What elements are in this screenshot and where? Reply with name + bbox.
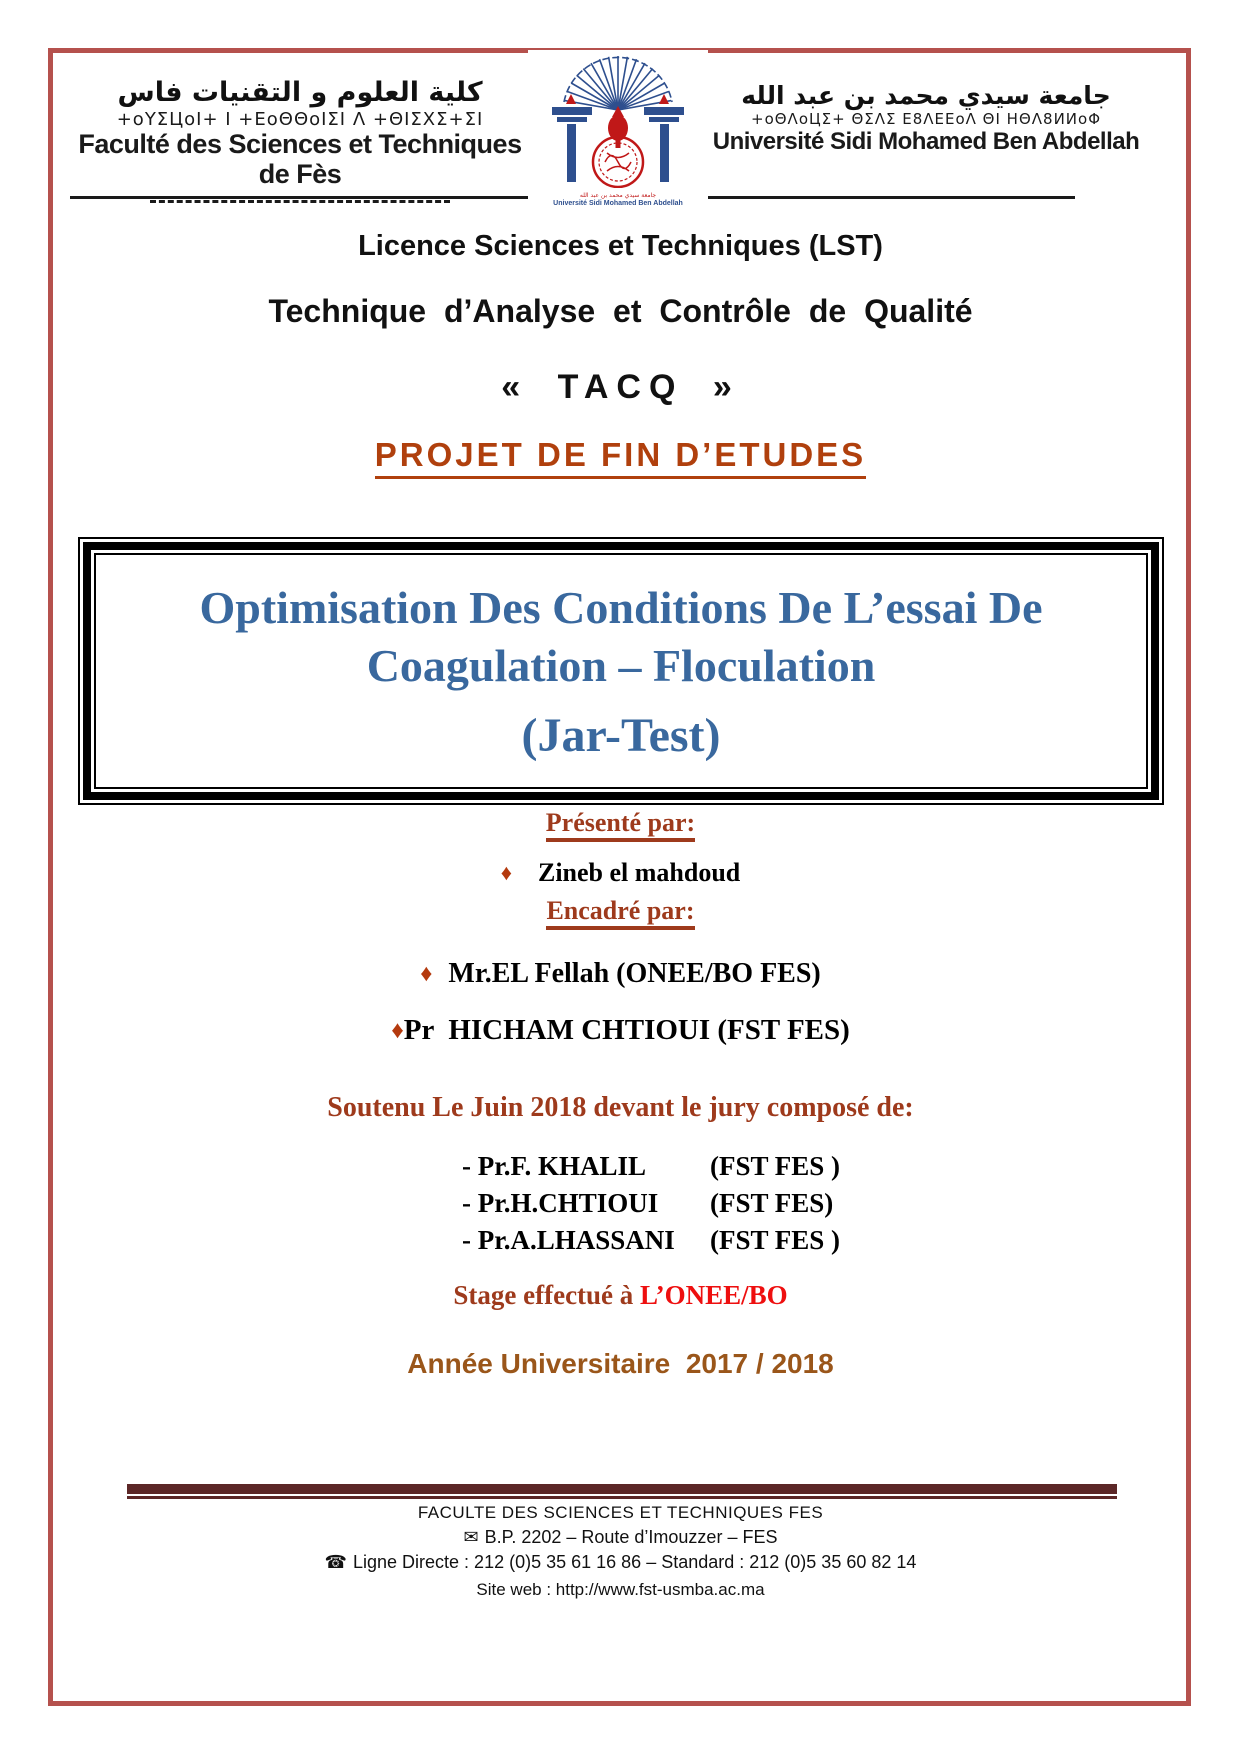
logo-caption-french: Université Sidi Mohamed Ben Abdellah <box>553 199 683 207</box>
student-row <box>0 858 1241 888</box>
report-type-text: PROJET DE FIN D’ETUDES <box>375 436 866 479</box>
university-logo <box>528 50 708 218</box>
diamond-bullet: ♦ <box>420 961 433 987</box>
program-line: Licence Sciences et Techniques (LST) <box>358 230 883 262</box>
footer-address-line <box>0 1527 1241 1548</box>
specialty-line: Technique d’Analyse et Contrôle de Qualité <box>268 293 973 329</box>
jury-member-name: - Pr.F. KHALIL <box>462 1151 647 1181</box>
university-name-arabic: جامعة سيدي محمد بن عبد الله <box>741 81 1111 110</box>
university-header-block <box>712 80 1140 155</box>
faculty-name-arabic: كلية العلوم و التقنيات فاس <box>117 77 483 108</box>
footer-divider-thick <box>127 1484 1117 1494</box>
internship-prefix: Stage effectué à <box>453 1280 641 1310</box>
jury-member-affiliation: (FST FES ) <box>710 1225 841 1255</box>
report-title <box>200 579 1043 694</box>
university-name-tifinagh: +oΘΛoЦΣ+ ΘΣΛΣ Ε8ΛΕΕoΛ ΘΙ ΗΘΛ8ИИoΦ <box>751 110 1101 129</box>
diamond-bullet: ♦ <box>500 860 512 885</box>
jury-member-name: - Pr.A.LHASSANI <box>462 1225 675 1255</box>
jury-heading: Soutenu Le Juin 2018 devant le jury composé de: <box>327 1092 914 1123</box>
title-box-content <box>94 553 1148 789</box>
presented-by-label: Présenté par: <box>0 808 1241 838</box>
supervised-by-label: Encadré par: <box>0 896 1241 926</box>
university-name-french: Université Sidi Mohamed Ben Abdellah <box>712 127 1140 155</box>
report-type-heading <box>0 436 1241 474</box>
acronym-line: « TACQ » <box>501 368 740 406</box>
internship-organization: L’ONEE/BO <box>640 1280 788 1310</box>
supervisor-row <box>0 958 1241 990</box>
report-title-line1: Optimisation Des Conditions De L’essai De <box>199 582 1043 633</box>
phone-icon: ☎ <box>324 1552 347 1573</box>
internship-line <box>0 1280 1241 1311</box>
footer-faculty-name: FACULTE DES SCIENCES ET TECHNIQUES FES <box>417 1503 824 1522</box>
mail-icon: ✉ <box>463 1527 479 1548</box>
diamond-bullet: ♦ <box>391 1017 404 1044</box>
report-title-line2: Coagulation – Floculation <box>366 639 876 691</box>
footer-phone-text: Ligne Directe : 212 (0)5 35 61 16 86 – Standard : 212 (0)5 35 60 82 14 <box>353 1552 917 1572</box>
faculty-name-french: Faculté des Sciences et Techniques de Fès <box>78 129 522 190</box>
supervisor-row <box>0 1014 1241 1047</box>
footer-website-line: Site web : http://www.fst-usmba.ac.ma <box>476 1580 765 1599</box>
title-box <box>78 537 1164 805</box>
jury-member-affiliation: (FST FES ) <box>710 1151 841 1181</box>
logo-caption-arabic: جامعة سيدي محمد بن عبد الله <box>579 192 657 199</box>
university-logo-emblem <box>528 50 708 188</box>
jury-member-name: - Pr.H.CHTIOUI <box>462 1188 659 1218</box>
academic-year-line: Année Universitaire 2017 / 2018 <box>407 1348 834 1379</box>
jury-member-affiliation: (FST FES) <box>710 1188 834 1218</box>
faculty-header-block <box>70 76 530 203</box>
student-name: Zineb el mahdoud <box>537 858 741 887</box>
report-subtitle: (Jar-Test) <box>521 709 721 762</box>
faculty-name-tifinagh: +oYΣЦoI+ I +ΕoΘΘoIΣI Λ +ΘIΣΧΣ+ΣI <box>116 108 484 130</box>
supervisor-name: Pr HICHAM CHTIOUI (FST FES) <box>403 1014 850 1046</box>
jury-list <box>462 1148 840 1259</box>
title-box-inner-border <box>83 542 1159 800</box>
footer-address-text: B.P. 2202 – Route d’Imouzzer – FES <box>484 1527 778 1547</box>
footer-phone-line <box>0 1552 1241 1573</box>
footer-divider-thin <box>127 1496 1117 1499</box>
supervisor-name: Mr.EL Fellah (ONEE/BO FES) <box>448 958 821 989</box>
